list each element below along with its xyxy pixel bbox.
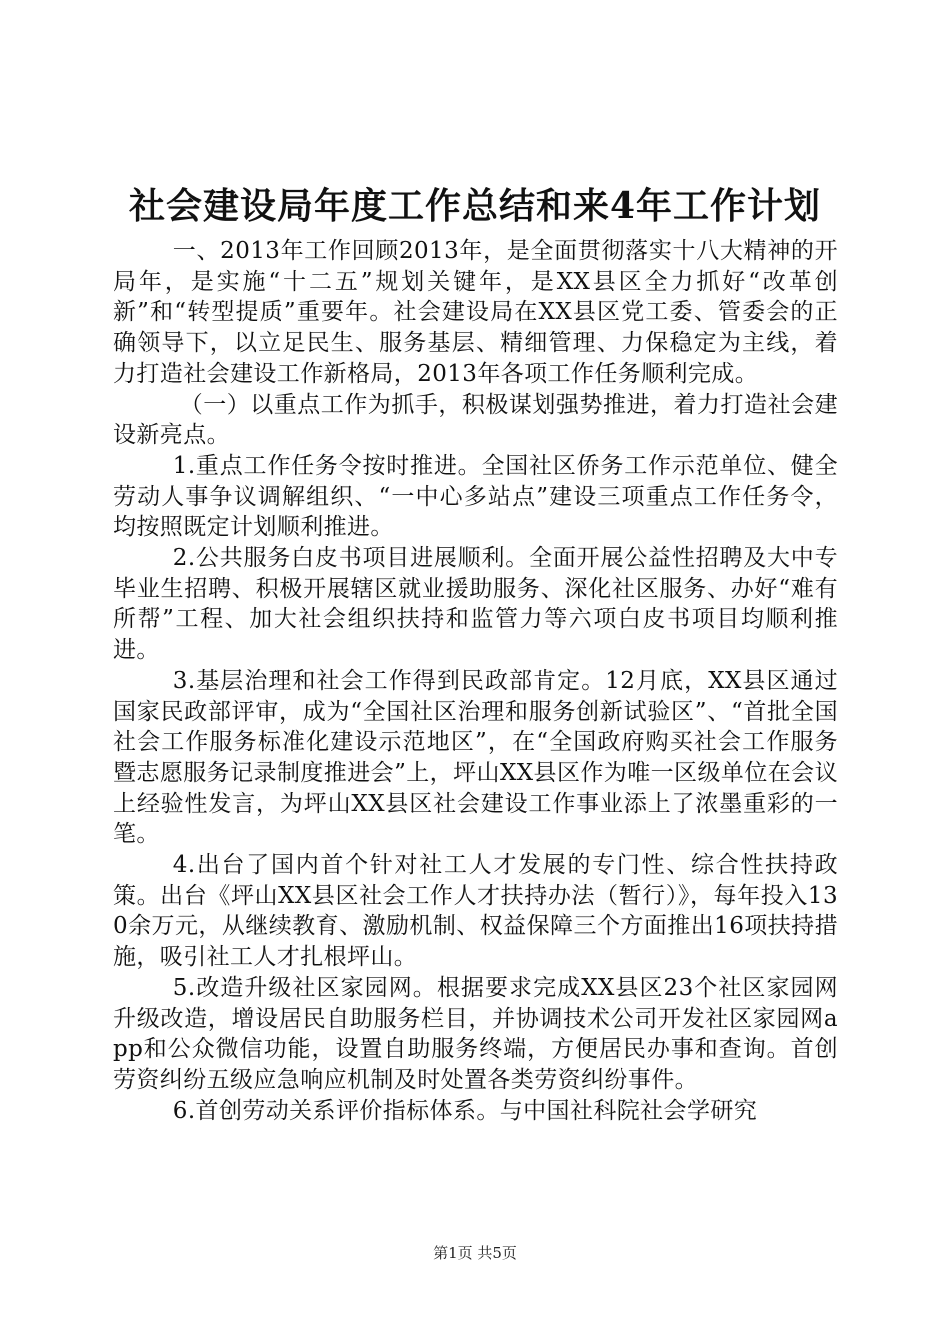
- paragraph-item-5: 5.改造升级社区家园网。根据要求完成XX县区23个社区家园网升级改造，增设居民自助服务栏目，并协调技术公司开发社区家园网app和公众微信功能，设置自助服务终端，方便居民办事和查询。首创劳资纠纷五级应急响应机制及时处置各类劳资纠纷事件。: [113, 974, 838, 1093]
- paragraph-item-4: 4.出台了国内首个针对社工人才发展的专门性、综合性扶持政策。出台《坪山XX县区社会工作人才扶持办法（暂行）》，每年投入130余万元，从继续教育、激励机制、权益保障三个方面推出16项扶持措施，吸引社工人才扎根坪山。: [113, 852, 838, 971]
- document-title: 社会建设局年度工作总结和来4年工作计划: [128, 185, 822, 227]
- page-number-footer: 第1页 共5页: [433, 1244, 517, 1262]
- paragraph-item-3: 3.基层治理和社会工作得到民政部肯定。12月底，XX县区通过国家民政部评审，成为“全国社区治理和服务创新试验区”、“首批全国社会工作服务标准化建设示范地区”，在“全国政府购买社会工作服务暨志愿服务记录制度推进会”上，坪山XX县区作为唯一区级单位在会议上经验性发言，为坪山XX县区社会建设工作事业添上了浓墨重彩的一笔。: [113, 667, 838, 848]
- document-body: [113, 236, 838, 1126]
- paragraph-item-1: 1.重点工作任务令按时推进。全国社区侨务工作示范单位、健全劳动人事争议调解组织、“一中心多站点”建设三项重点工作任务令，均按照既定计划顺利推进。: [113, 452, 838, 541]
- paragraph-review-2013: 一、2013年工作回顾2013年，是全面贯彻落实十八大精神的开局年，是实施“十二五”规划关键年，是XX县区全力抓好“改革创新”和“转型提质”重要年。社会建设局在XX县区党工委、管委会的正确领导下，以立足民生、服务基层、精细管理、力保稳定为主线，着力打造社会建设工作新格局，2013年各项工作任务顺利完成。: [113, 238, 838, 387]
- paragraph-section-1-heading: （一）以重点工作为抓手，积极谋划强势推进，着力打造社会建设新亮点。: [113, 391, 838, 449]
- paragraph-item-2: 2.公共服务白皮书项目进展顺利。全面开展公益性招聘及大中专毕业生招聘、积极开展辖区就业援助服务、深化社区服务、办好“难有所帮”工程、加大社会组织扶持和监管力等六项白皮书项目均顺利推进。: [113, 545, 838, 664]
- paragraph-item-6: 6.首创劳动关系评价指标体系。与中国社科院社会学研究: [172, 1097, 758, 1124]
